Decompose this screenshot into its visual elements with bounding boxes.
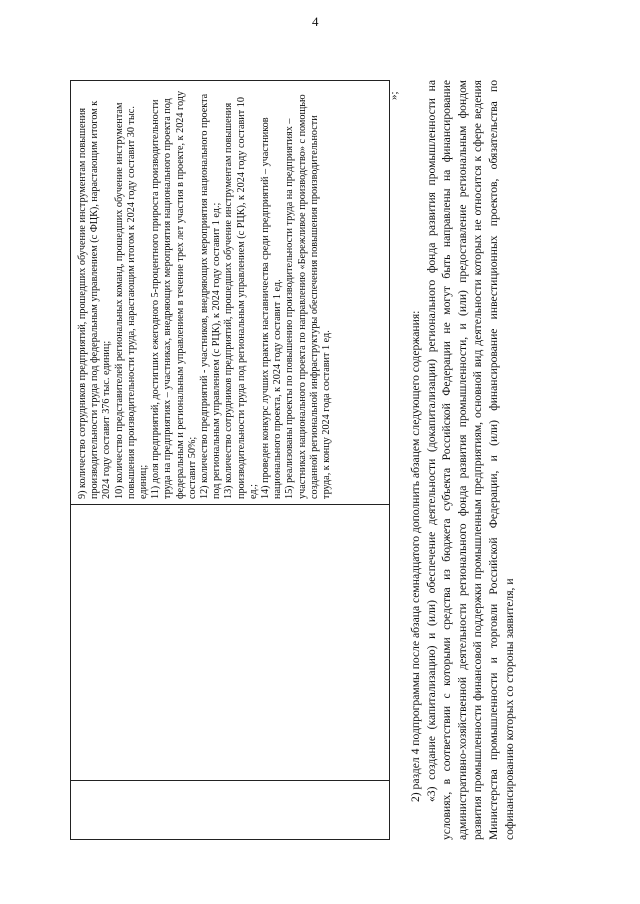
page-number: 4 bbox=[312, 14, 319, 29]
table-cell-indicators bbox=[77, 87, 333, 499]
amendment-item-2: 2) раздел 4 подпрограммы после абзаца семнадцатого дополнить абзацем следующего содержания: bbox=[409, 310, 422, 802]
indicator-item: 14) проведен конкурс лучших практик наставничества среди предприятий – участников национального проекта, к 2024 году составит 1 ед. bbox=[260, 117, 284, 499]
indicators-table bbox=[70, 80, 390, 840]
indicator-item: 11) доля предприятий, достигших ежегодного 5-процентного прироста производительности труда на предприятиях – участниках, внедряющих мероприятия национального проекта под федеральным и региональным управлением в течение трех лет участия в проекте, к 2024 году составит 50%; bbox=[150, 90, 198, 499]
table-column-divider bbox=[71, 780, 389, 781]
indicator-item: 12) количество предприятий - участников, внедряющих мероприятия национального проекта под региональным управлением (с РЦК), к 2024 году составит 1 ед.; bbox=[199, 93, 223, 499]
rotated-page-content bbox=[70, 80, 560, 840]
amendment-paragraph: «3) создание (капитализацию) и (или) обеспечение деятельности (докапитализации) регионального фонда развития промышленности на условиях, в соответствии с которыми средства из бюджета субъекта Российской Федерации не могут быть направлены на финансирование административно-хозяйственной деятельности регионального фонда развития промышленности, и (или) предоставление региональным фондом развития промышленности финансовой поддержки промышленным предприятиям, основной вид деятельности которых не относится к сфере ведения Министерства промышленности и торговли Российской Федерации, и (или) финансирование инвестиционных проектов, обязательства по софинансированию которых со стороны заявителя, и bbox=[424, 80, 516, 840]
indicator-item: 13) количество сотрудников предприятий, прошедших обучение инструментам повышения производительности труда под региональным управлением (с РЦК), к 2024 году составит 10 ед.; bbox=[223, 97, 259, 499]
amendment-text bbox=[408, 80, 517, 840]
closing-quote-mark: »; bbox=[388, 91, 400, 100]
table-column-divider bbox=[71, 504, 389, 505]
indicator-item: 10) количество представителей региональных команд, прошедших обучение инструментам повышения производительности труда, нарастающим итогом к 2024 году составит 30 тыс. единиц; bbox=[113, 102, 150, 499]
indicator-item: 15) реализованы проекты по повышению производительности труда на предприятиях – участниках национального проекта по направлению «Бережливое производство» с помощью созданной региональной инфраструктуры обеспечения повышения производительности труда, к концу 2024 года составит 1 ед. bbox=[284, 94, 333, 499]
indicator-item: 9) количество сотрудников предприятий, прошедших обучение инструментам повышения производительности труда под федеральным управлением (с ФЦК), нарастающим итогом к 2024 году составит 376 тыс. единиц; bbox=[77, 100, 113, 499]
